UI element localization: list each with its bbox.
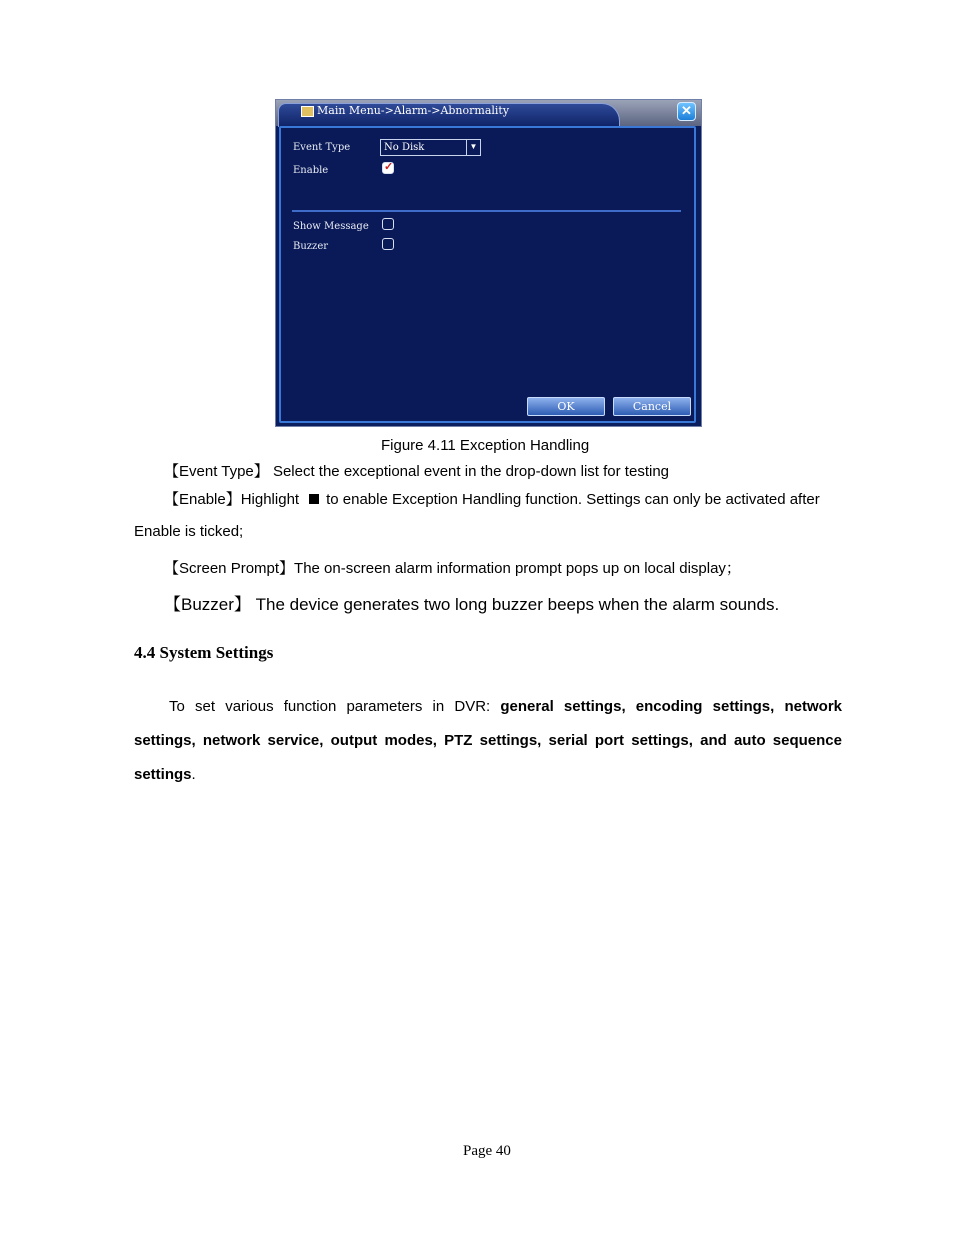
system-settings-line2 bbox=[134, 732, 842, 749]
settings-panel bbox=[279, 126, 696, 423]
separator bbox=[292, 210, 681, 212]
buzzer-label: Buzzer bbox=[293, 241, 329, 252]
square-bullet-icon bbox=[309, 494, 319, 504]
buzzer-checkbox[interactable] bbox=[382, 238, 394, 250]
dvr-screenshot bbox=[275, 99, 702, 427]
event-type-label: Event Type bbox=[293, 142, 351, 153]
system-settings-lead: To set various function parameters in DVR: bbox=[169, 698, 491, 715]
enable-label: Enable bbox=[293, 165, 329, 176]
system-settings-bold1: general settings, encoding settings, network bbox=[500, 698, 842, 715]
enable-text: to enable Exception Handling function. Settings can only be activated after bbox=[326, 491, 820, 508]
dropdown-arrow-icon: ▼ bbox=[466, 140, 480, 155]
screen-prompt-paragraph: 【Screen Prompt】The on-screen alarm information prompt pops up on local display； bbox=[164, 560, 741, 577]
close-button[interactable] bbox=[677, 102, 696, 121]
event-type-paragraph: 【Event Type】 Select the exceptional event in the drop-down list for testing bbox=[164, 463, 670, 480]
enable-paragraph-cont: Enable is ticked; bbox=[134, 523, 244, 540]
event-type-dropdown[interactable] bbox=[380, 139, 481, 156]
close-icon: ✕ bbox=[681, 103, 692, 118]
enable-lead: 【Enable】Highlight bbox=[164, 491, 300, 508]
system-settings-line3 bbox=[134, 766, 196, 783]
window-titlebar bbox=[276, 100, 701, 126]
ok-button[interactable]: OK bbox=[527, 397, 605, 416]
system-settings-bold2: settings, network service, output modes, PTZ settings, serial port settings, and auto sequence bbox=[134, 732, 842, 749]
system-settings-line1 bbox=[134, 698, 842, 715]
buzzer-paragraph: 【Buzzer】 The device generates two long buzzer beeps when the alarm sounds. bbox=[164, 595, 780, 614]
system-settings-end: . bbox=[191, 766, 196, 783]
cancel-button[interactable]: Cancel bbox=[613, 397, 691, 416]
figure-caption: Figure 4.11 Exception Handling bbox=[381, 437, 590, 454]
page-number: Page 40 bbox=[463, 1143, 511, 1159]
enable-checkbox[interactable] bbox=[382, 162, 394, 174]
show-message-checkbox[interactable] bbox=[382, 218, 394, 230]
check-icon: ✓ bbox=[384, 161, 394, 173]
system-settings-bold3: settings bbox=[134, 766, 192, 783]
window-title: Main Menu->Alarm->Abnormality bbox=[317, 104, 510, 117]
enable-paragraph bbox=[164, 488, 820, 509]
show-message-label: Show Message bbox=[293, 221, 369, 232]
event-type-value: No Disk bbox=[384, 142, 425, 153]
menu-icon bbox=[301, 106, 314, 117]
section-heading: 4.4 System Settings bbox=[134, 643, 274, 662]
